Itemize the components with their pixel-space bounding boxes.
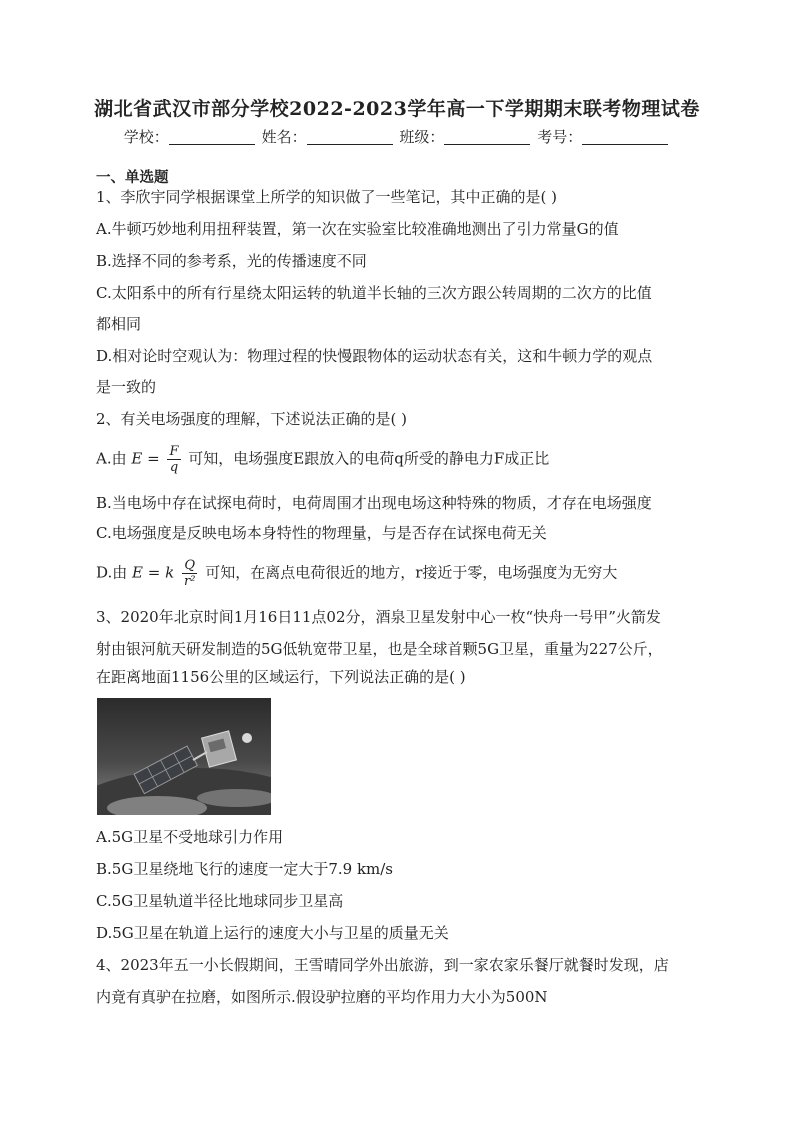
q3-option-d: D.5G卫星在轨道上运行的速度大小与卫星的质量无关	[96, 924, 449, 942]
q2-a-equals: =	[147, 449, 160, 468]
q2-stem: 2、有关电场强度的理解，下述说法正确的是( )	[96, 410, 408, 428]
q2-a-text: 可知，电场强度E跟放入的电荷q所受的静电力F成正比	[188, 449, 550, 468]
exam-number-blank[interactable]	[582, 129, 668, 145]
q2-option-c: C.电场强度是反映电场本身特性的物理量，与是否存在试探电荷无关	[96, 524, 547, 542]
q4-stem-line1: 4、2023年五一小长假期间，王雪晴同学外出旅游，到一家农家乐餐厅就餐时发现，店	[96, 956, 669, 974]
q2-d-text: 可知，在离点电荷很近的地方，r接近于零，电场强度为无穷大	[205, 563, 618, 582]
q2-d-denominator: r²	[184, 574, 196, 589]
satellite-photo	[97, 698, 271, 815]
q1-option-d-line1: D.相对论时空观认为：物理过程的快慢跟物体的运动状态有关，这和牛顿力学的观点	[96, 347, 653, 365]
q3-stem-line3: 在距离地面1156公里的区域运行，下列说法正确的是( )	[96, 668, 466, 686]
q3-stem-line1: 3、2020年北京时间1月16日11点02分，酒泉卫星发射中心一枚“快舟一号甲”火箭发	[96, 608, 661, 626]
q2-d-prefix: D.由	[96, 563, 128, 582]
q3-stem-line2: 射由银河航天研发制造的5G低轨宽带卫星，也是全球首颗5G卫星，重量为227公斤，	[96, 640, 663, 658]
exam-number-label: 考号：	[537, 128, 583, 146]
q2-a-lhs: E	[131, 449, 143, 468]
q3-option-b: B.5G卫星绕地飞行的速度一定大于7.9 km/s	[96, 860, 394, 878]
q2-d-lhs: E	[132, 563, 143, 582]
q2-option-d	[96, 558, 696, 589]
q2-d-fraction	[182, 558, 197, 589]
q3-option-c: C.5G卫星轨道半径比地球同步卫星高	[96, 892, 344, 910]
student-info-row	[0, 126, 794, 147]
section-heading: 一、单选题	[96, 169, 169, 186]
q2-a-numerator: F	[169, 444, 179, 459]
q2-option-b: B.当电场中存在试探电荷时，电荷周围才出现电场这种特殊的物质，才存在电场强度	[96, 494, 652, 512]
q1-option-d-line2: 是一致的	[96, 378, 157, 396]
q2-a-fraction	[167, 444, 180, 475]
class-blank[interactable]	[444, 129, 530, 145]
name-label: 姓名：	[261, 128, 307, 146]
q1-option-c-line2: 都相同	[96, 315, 142, 333]
exam-title: 湖北省武汉市部分学校2022-2023学年高一下学期期末联考物理试卷	[94, 98, 700, 120]
q2-d-numerator: Q	[182, 558, 197, 574]
q1-option-b: B.选择不同的参考系，光的传播速度不同	[96, 252, 367, 270]
q4-stem-line2: 内竟有真驴在拉磨，如图所示.假设驴拉磨的平均作用力大小为500N	[96, 988, 548, 1006]
q2-d-k: k	[165, 563, 175, 582]
name-blank[interactable]	[307, 129, 393, 145]
q2-a-prefix: A.由	[96, 449, 127, 468]
q1-option-c-line1: C.太阳系中的所有行星绕太阳运转的轨道半长轴的三次方跟公转周期的二次方的比值	[96, 284, 652, 302]
q2-option-a	[96, 444, 696, 475]
school-label: 学校：	[123, 128, 169, 146]
q1-stem: 1、李欣宇同学根据课堂上所学的知识做了一些笔记，其中正确的是( )	[96, 188, 558, 206]
q2-d-equals: =	[147, 563, 161, 582]
q2-a-denominator: q	[169, 460, 179, 475]
q1-option-a: A.牛顿巧妙地利用扭秤装置，第一次在实验室比较准确地测出了引力常量G的值	[96, 220, 619, 238]
school-blank[interactable]	[169, 129, 255, 145]
q3-option-a: A.5G卫星不受地球引力作用	[96, 828, 284, 846]
class-label: 班级：	[399, 128, 445, 146]
